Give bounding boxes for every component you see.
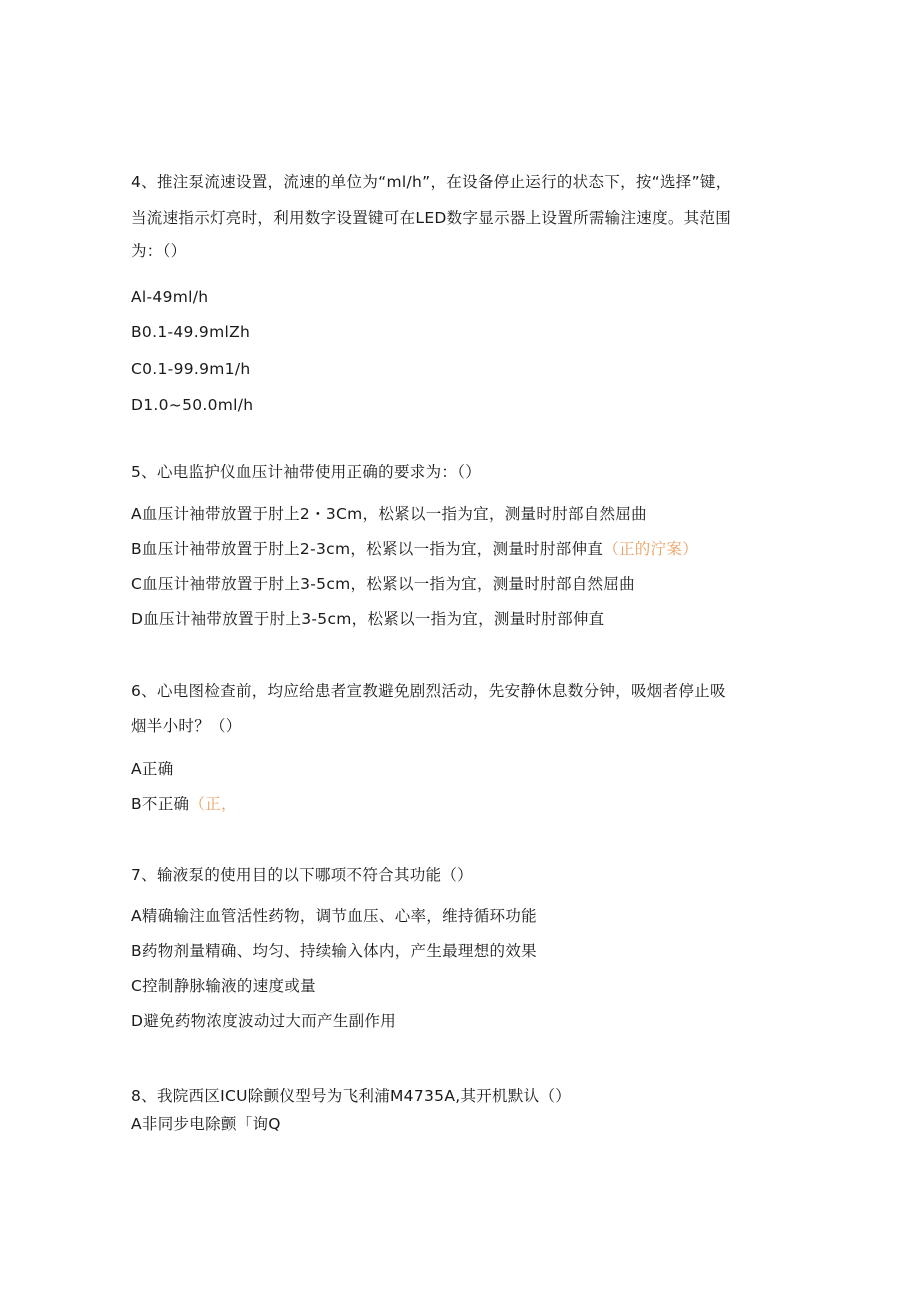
q6-stem-line-2: 烟半小时？（） — [131, 717, 242, 735]
q5-stem: 5、心电监护仪血压计袖带使用正确的要求为：（） — [131, 463, 482, 481]
q7-option-b: B药物剂量精确、均匀、持续输入体内，产生最理想的效果 — [131, 942, 537, 960]
q6-answer-note: （正， — [189, 795, 237, 813]
q4-stem-line-2: 当流速指示灯亮时，利用数字设置键可在LED数字显示器上设置所需输注速度。其范围 — [131, 209, 732, 227]
q6-option-b-row — [131, 794, 237, 814]
q8-option-a: A非同步电除颤「询Q — [131, 1115, 281, 1133]
q5-option-b-row — [131, 539, 698, 559]
q5-option-c: C血压计袖带放置于肘上3-5cm，松紧以一指为宜，测量时肘部自然屈曲 — [131, 575, 635, 593]
q4-option-b: B0.1-49.9mlZh — [131, 323, 251, 341]
q5-option-d: D血压计袖带放置于肘上3-5cm，松紧以一指为宜，测量时肘部伸直 — [131, 610, 605, 628]
q4-stem-line-3: 为：（） — [131, 242, 187, 260]
q7-option-a: A精确输注血管活性药物，调节血压、心率，维持循环功能 — [131, 907, 537, 925]
q6-stem-line-1: 6、心电图检查前，均应给患者宣教避免剧烈活动，先安静休息数分钟，吸烟者停止吸 — [131, 682, 726, 700]
q5-answer-note: （正的泞案） — [603, 540, 698, 558]
q8-stem: 8、我院西区ICU除颤仪型号为飞利浦M4735A,其开机默认（） — [131, 1087, 572, 1105]
q6-option-b: B不正确 — [131, 795, 190, 813]
q4-option-a: Al-49ml∕h — [131, 288, 209, 306]
q4-option-d: D1.0~50.0ml∕h — [131, 396, 254, 414]
q7-stem: 7、输液泵的使用目的以下哪项不符合其功能（） — [131, 866, 473, 884]
q6-option-a: A正确 — [131, 760, 174, 778]
q5-option-b: B血压计袖带放置于肘上2-3cm，松紧以一指为宜，测量时肘部伸直 — [131, 540, 604, 558]
q4-option-c: C0.1-99.9m1/h — [131, 360, 251, 378]
q5-option-a: A血压计袖带放置于肘上2・3Cm，松紧以一指为宜，测量时肘部自然屈曲 — [131, 505, 647, 523]
q4-stem-line-1: 4、推注泵流速设置，流速的单位为“ml/h”，在设备停止运行的状态下，按“选择”键， — [131, 173, 732, 191]
q7-option-d: D避免药物浓度波动过大而产生副作用 — [131, 1012, 397, 1030]
q7-option-c: C控制静脉输液的速度或量 — [131, 977, 316, 995]
